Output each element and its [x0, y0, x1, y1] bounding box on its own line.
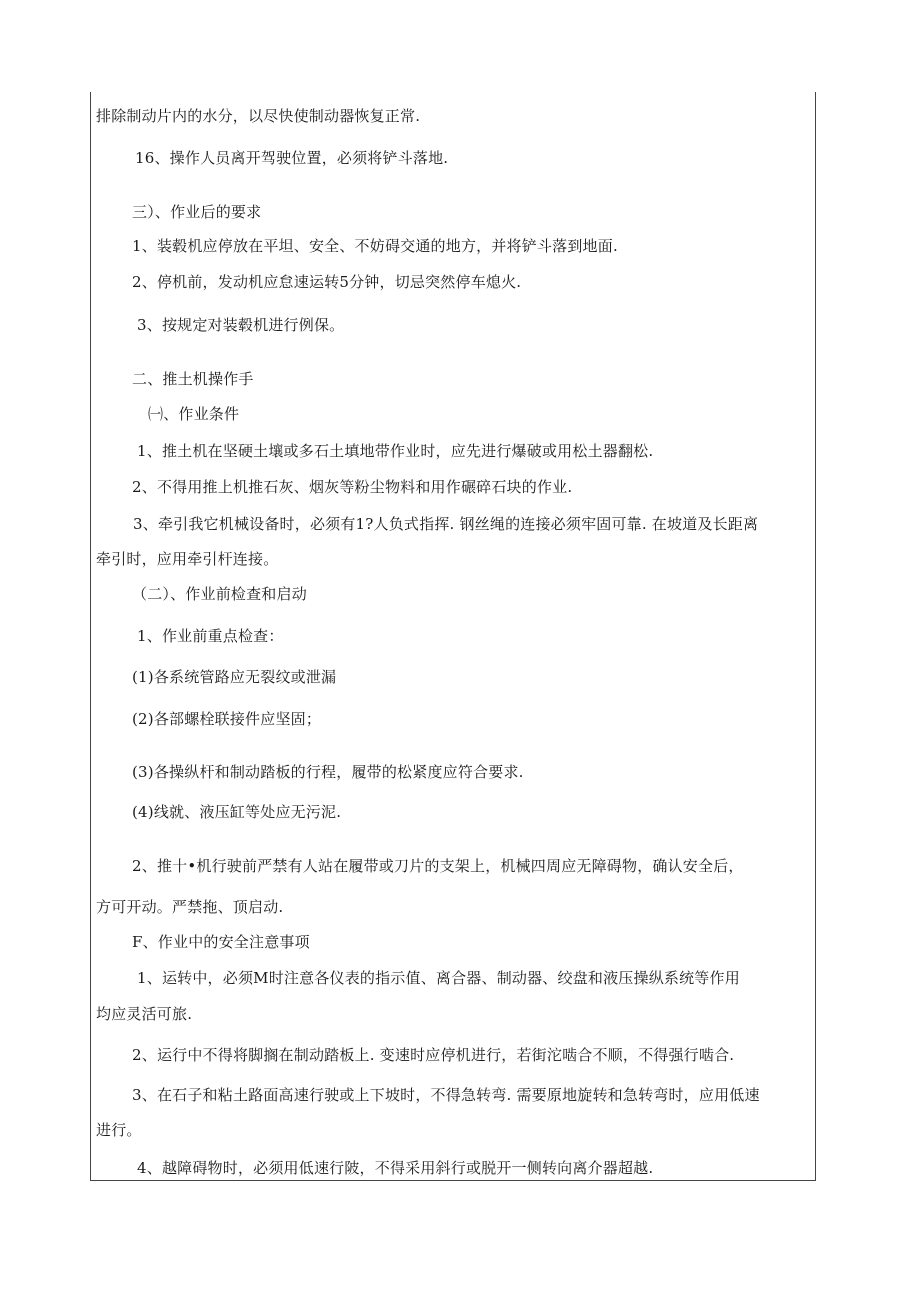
- text-line-22: 1、运转中，必须M时注意各仪表的指示值、离合器、制动器、绞盘和液压操纵系统等作用: [137, 969, 740, 987]
- text-line-26: 进行。: [96, 1121, 142, 1139]
- check-item-2: (2)各部螺栓联接件应坚固；: [132, 710, 322, 728]
- check-item-3: (3)各操纵杆和制动踏板的行程，履带的松紧度应符合要求.: [132, 763, 524, 781]
- text-line-20: 方可开动。严禁拖、顶启动.: [96, 898, 284, 916]
- text-line-12: 牵引时，应用牵引杆连接。: [96, 550, 279, 568]
- text-line-4: 1、装毂机应停放在平坦、安全、不妨碍交通的地方，并将铲斗落到地面.: [132, 237, 618, 255]
- section-heading-safety: F、作业中的安全注意事项: [132, 933, 310, 951]
- text-line-24: 2、运行中不得将脚搁在制动踏板上. 变速时应停机进行，若街沱啮合不顺，不得强行啮合.: [132, 1046, 735, 1064]
- check-item-1: (1)各系统管路应无裂纹或泄漏: [132, 668, 337, 686]
- text-line-9: 1、推土机在坚硬土壤或多石土填地带作业时，应先进行爆破或用松土器翻松.: [137, 442, 654, 460]
- text-line-14: 1、作业前重点检查：: [137, 627, 284, 645]
- text-line-6: 3、按规定对装毂机进行例保。: [137, 316, 345, 334]
- section-heading-after-work: 三）、作业后的要求: [132, 203, 262, 221]
- text-line-27: 4、越障碍物时，必须用低速行陂，不得采用斜行或脱开一侧转向离介器超越.: [137, 1159, 654, 1177]
- check-item-4: (4)线就、液压缸等处应无污泥.: [132, 803, 342, 821]
- sub-heading-work-conditions: ㈠、作业条件: [148, 405, 240, 423]
- sub-heading-pre-check: （二）、作业前检查和启动: [132, 585, 307, 603]
- text-line-19: 2、推十•机行驶前严禁有人站在履带或刀片的支架上，机械四周应无障碍物，确认安全后，: [132, 857, 744, 875]
- text-line-2: 16、操作人员离开驾驶位置，必须将铲斗落地.: [135, 149, 449, 167]
- text-line-1: 排除制动片内的水分，以尽快使制动器恢复正常.: [96, 107, 421, 125]
- text-line-5: 2、停机前，发动机应怠速运转5分钟，切忌突然停车熄火.: [132, 273, 522, 291]
- text-line-25: 3、在石子和粘土路面高速行驶或上下坡时，不得急转弯. 需要原地旋转和急转弯时，应用低速: [132, 1086, 760, 1104]
- section-heading-bulldozer: 二、推土机操作手: [132, 370, 254, 388]
- text-line-11: 3、牵引我它机械设备时，必须有1?人负式指挥. 钢丝绳的连接必须牢固可靠. 在坡道及长距离: [133, 515, 759, 533]
- text-line-10: 2、不得用推上机推石灰、烟灰等粉尘物料和用作碾碎石块的作业.: [132, 478, 573, 496]
- text-line-23: 均应灵活可旅.: [96, 1005, 193, 1023]
